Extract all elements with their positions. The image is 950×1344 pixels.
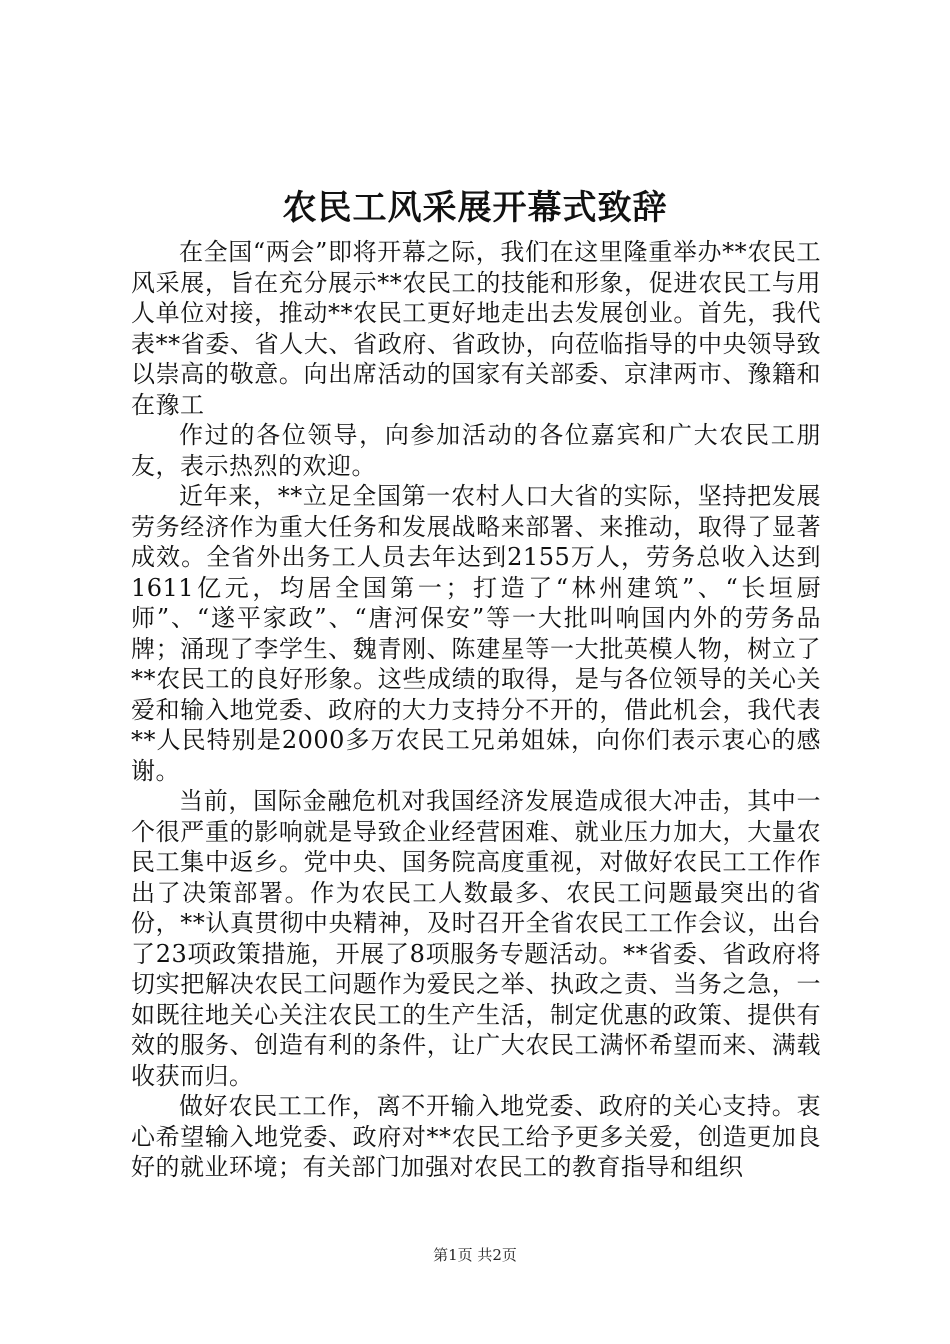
document-body xyxy=(131,237,821,1183)
paragraph-1: 在全国“两会”即将开幕之际，我们在这里隆重举办**农民工风采展，旨在充分展示**农民工的技能和形象，促进农民工与用人单位对接，推动**农民工更好地走出去发展创业。首先，我代表**省委、省人大、省政府、省政协，向莅临指导的中央领导致以崇高的敬意。向出席活动的国家有关部委、京津两市、豫籍和在豫工 xyxy=(131,238,821,419)
paragraph-5: 做好农民工工作，离不开输入地党委、政府的关心支持。衷心希望输入地党委、政府对**农民工给予更多关爱，创造更加良好的就业环境；有关部门加强对农民工的教育指导和组织 xyxy=(131,1092,821,1181)
paragraph-4: 当前，国际金融危机对我国经济发展造成很大冲击，其中一个很严重的影响就是导致企业经营困难、就业压力加大，大量农民工集中返乡。党中央、国务院高度重视，对做好农民工工作作出了决策部署。作为农民工人数最多、农民工问题最突出的省份，**认真贯彻中央精神，及时召开全省农民工工作会议，出台了23项政策措施，开展了8项服务专题活动。**省委、省政府将切实把解决农民工问题作为爱民之举、执政之责、当务之急，一如既往地关心关注农民工的生产生活，制定优惠的政策、提供有效的服务、创造有利的条件，让广大农民工满怀希望而来、满载收获而归。 xyxy=(131,787,821,1090)
document-title: 农民工风采展开幕式致辞 xyxy=(282,188,668,228)
paragraph-3: 近年来，**立足全国第一农村人口大省的实际，坚持把发展劳务经济作为重大任务和发展战略来部署、来推动，取得了显著成效。全省外出务工人员去年达到2155万人，劳务总收入达到1611亿元，均居全国第一；打造了“林州建筑”、“长垣厨师”、“遂平家政”、“唐河保安”等一大批叫响国内外的劳务品牌；涌现了李学生、魏青刚、陈建星等一大批英模人物，树立了**农民工的良好形象。这些成绩的取得，是与各位领导的关心关爱和输入地党委、政府的大力支持分不开的，借此机会，我代表**人民特别是2000多万农民工兄弟姐妹，向你们表示衷心的感谢。 xyxy=(131,482,821,785)
page-number-footer: 第1页 共2页 xyxy=(433,1246,517,1264)
paragraph-2: 作过的各位领导，向参加活动的各位嘉宾和广大农民工朋友，表示热烈的欢迎。 xyxy=(131,421,821,480)
